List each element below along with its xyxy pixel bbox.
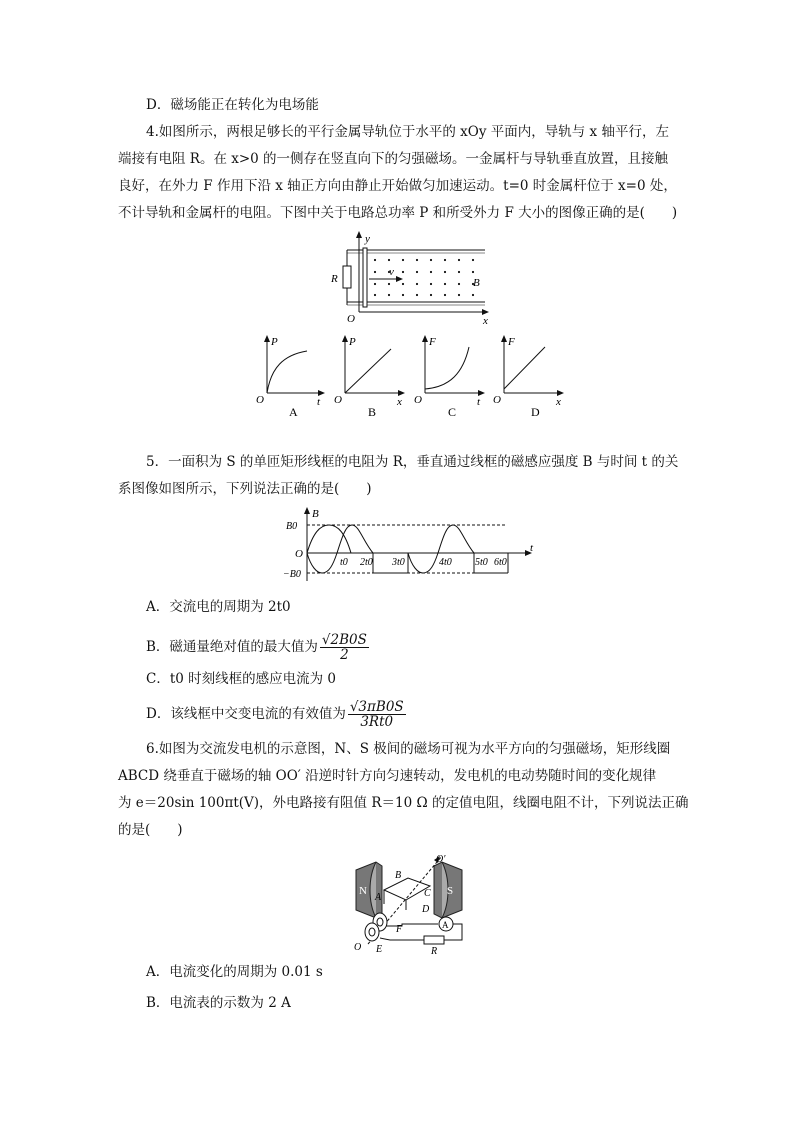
svg-text:t0: t0 (340, 557, 348, 568)
q4-fig-x-label: x (483, 315, 488, 326)
svg-text:−B0: −B0 (283, 569, 301, 580)
q4-fig-v-label: v (389, 266, 394, 278)
q5-option-b: B．磁通量绝对值的最大值为 $\frac{√2B0S}{2}$ (146, 632, 367, 663)
svg-text:D: D (422, 904, 430, 915)
svg-text:O: O (334, 394, 342, 406)
svg-text:4t0: 4t0 (439, 557, 452, 568)
svg-text:t: t (317, 396, 321, 408)
q4-graph-a (256, 335, 325, 419)
q6-line-3: 为 e＝20sin 100πt(V)，外电路接有阻值 R＝10 Ω 的定值电阻，线圈电阻不计，下列说法正确 (118, 795, 689, 811)
svg-text:B: B (312, 508, 319, 520)
svg-text:S: S (447, 885, 454, 897)
q5-line-1: 5．一面积为 S 的单匝矩形线框的电阻为 R，垂直通过线框的磁感应强度 B 与时间 t 的关 (146, 454, 679, 470)
svg-text:B0: B0 (286, 521, 298, 532)
svg-text:2t0: 2t0 (360, 557, 373, 568)
svg-text:x: x (556, 396, 561, 408)
svg-text:B: B (368, 405, 377, 419)
svg-text:3t0: 3t0 (392, 557, 405, 568)
q4-option-graphs (255, 333, 585, 423)
q4-fig-origin: O (347, 313, 355, 325)
q4-fig-b-label: B (473, 277, 480, 289)
q5-b-t-graph (282, 505, 542, 585)
q4-line-4: 不计导轨和金属杆的电阻。下图中关于电路总功率 P 和所受外力 F 大小的图像正确的是( ) (118, 205, 678, 221)
q5-line-2: 系图像如图所示，下列说法正确的是( ) (118, 481, 372, 497)
svg-text:C: C (424, 888, 431, 899)
svg-text:O: O (256, 394, 264, 406)
svg-text:F: F (396, 924, 403, 935)
svg-text:6t0: 6t0 (494, 557, 507, 568)
svg-text:A: A (289, 405, 298, 419)
prev-option-d: D．磁场能正在转化为电场能 (146, 97, 319, 113)
svg-text:E: E (376, 944, 383, 955)
q6-option-a: A．电流变化的周期为 0.01 s (146, 964, 323, 980)
q4-line-1: 4.如图所示，两根足够长的平行金属导轨位于水平的 xOy 平面内，导轨与 x 轴平行，左 (146, 124, 669, 140)
svg-text:O: O (414, 394, 422, 406)
q4-graph-d (493, 335, 564, 419)
svg-text:B: B (395, 870, 402, 881)
svg-text:O: O (295, 548, 303, 560)
svg-text:C: C (448, 405, 457, 419)
q4-graph-c (414, 335, 485, 419)
svg-text:A: A (375, 892, 382, 903)
svg-text:t: t (530, 542, 534, 554)
q6-generator-figure (350, 852, 470, 956)
q6-option-b: B．电流表的示数为 2 A (146, 995, 291, 1011)
q4-graph-b (334, 335, 405, 419)
q4-fig-y-label: y (365, 233, 370, 245)
svg-text:t: t (477, 396, 481, 408)
q5-option-c: C．t0 时刻线框的感应电流为 0 (146, 671, 337, 687)
q5-option-a: A．交流电的周期为 2t0 (146, 599, 291, 615)
svg-text:O: O (493, 394, 501, 406)
q6-line-2: ABCD 绕垂直于磁场的轴 OO′ 沿逆时针方向匀速转动，发电机的电动势随时间的变化规律 (118, 768, 657, 784)
svg-text:x: x (397, 396, 402, 408)
svg-text:D: D (531, 405, 540, 419)
q6-line-4: 的是( ) (118, 822, 183, 838)
svg-text:A: A (442, 920, 449, 930)
svg-text:P: P (349, 336, 356, 348)
svg-text:5t0: 5t0 (475, 557, 488, 568)
q4-line-3: 良好，在外力 F 作用下沿 x 轴正方向由静止开始做匀加速运动。t=0 时金属杆位于 x=0 处， (118, 178, 677, 194)
svg-text:O′: O′ (436, 854, 446, 865)
svg-text:N: N (359, 885, 367, 897)
svg-text:F: F (508, 336, 515, 348)
q4-line-2: 端接有电阻 R。在 x>0 的一侧存在竖直向下的匀强磁场。一金属杆与导轨垂直放置，且接触 (118, 151, 669, 167)
svg-text:F: F (429, 336, 436, 348)
svg-text:R: R (431, 946, 438, 956)
svg-text:P: P (271, 336, 278, 348)
q6-line-1: 6.如图为交流发电机的示意图，N、S 极间的磁场可视为水平方向的匀强磁场，矩形线圈 (146, 741, 671, 757)
q4-rail-figure (325, 228, 500, 326)
q5-option-d: D．该线框中交变电流的有效值为 $\frac{√3\pi B0S}{3Rt0}$ (146, 699, 404, 730)
svg-text:O: O (354, 942, 362, 953)
q4-fig-r-label: R (331, 273, 338, 285)
